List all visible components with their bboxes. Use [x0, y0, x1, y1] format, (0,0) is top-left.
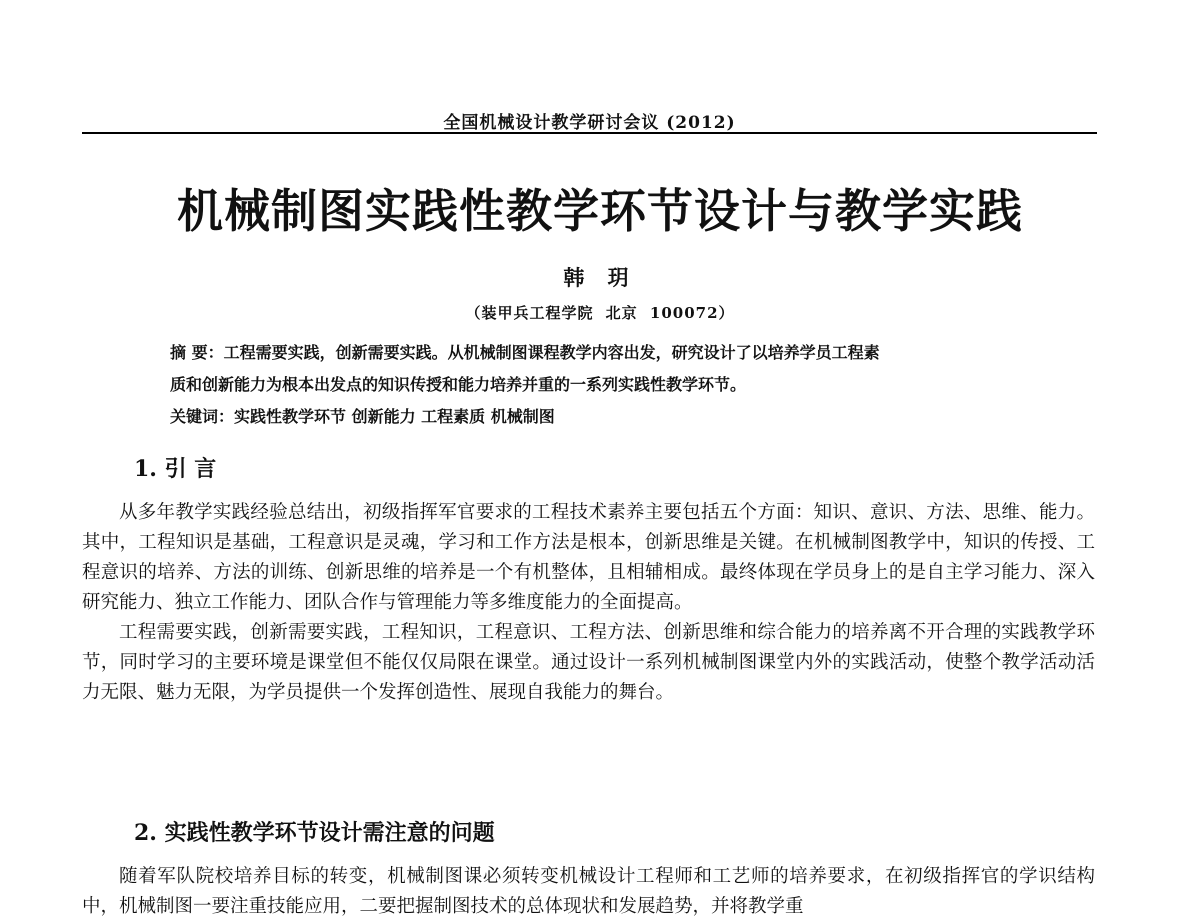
abstract-line-2: 质和创新能力为根本出发点的知识传授和能力培养并重的一系列实践性教学环节。 [170, 375, 747, 394]
abstract-line-1: 摘 要：工程需要实践，创新需要实践。从机械制图课程教学内容出发，研究设计了以培养学员工程素 [170, 343, 880, 362]
section-1-heading: 1. 引 言 [134, 456, 217, 482]
section-2-paragraph-1: 随着军队院校培养目标的转变，机械制图课必须转变机械设计工程师和工艺师的培养要求，在初级指挥官的学识结构中，机械制图一要注重技能应用，二要把握制图技术的总体现状和发展趋势，并将教学重 [82, 866, 1095, 917]
keywords-line: 关键词：实践性教学环节 创新能力 工程素质 机械制图 [170, 407, 555, 426]
running-header: 全国机械设计教学研讨会议 (2012) [443, 113, 736, 133]
paper-title: 机械制图实践性教学环节设计与教学实践 [177, 184, 1023, 238]
paper-affiliation: （装甲兵工程学院 北京 100072） [465, 304, 735, 322]
section-1-body [82, 498, 1095, 708]
section-2-body [82, 862, 1095, 920]
section-2-heading: 2. 实践性教学环节设计需注意的问题 [134, 820, 495, 846]
header-rule [82, 132, 1097, 134]
paper-author: 韩 玥 [563, 265, 637, 290]
section-1-paragraph-1: 从多年教学实践经验总结出，初级指挥军官要求的工程技术素养主要包括五个方面：知识、意识、方法、思维、能力。其中，工程知识是基础，工程意识是灵魂，学习和工作方法是根本，创新思维是关键。在机械制图教学中，知识的传授、工程意识的培养、方法的训练、创新思维的培养是一个有机整体，且相辅相成。最终体现在学员身上的是自主学习能力、深入研究能力、独立工作能力、团队合作与管理能力等多维度能力的全面提高。 [82, 502, 1095, 613]
section-1-paragraph-2: 工程需要实践，创新需要实践，工程知识，工程意识、工程方法、创新思维和综合能力的培养离不开合理的实践教学环节，同时学习的主要环境是课堂但不能仅仅局限在课堂。通过设计一系列机械制图课堂内外的实践活动，使整个教学活动活力无限、魅力无限，为学员提供一个发挥创造性、展现自我能力的舞台。 [82, 622, 1095, 703]
